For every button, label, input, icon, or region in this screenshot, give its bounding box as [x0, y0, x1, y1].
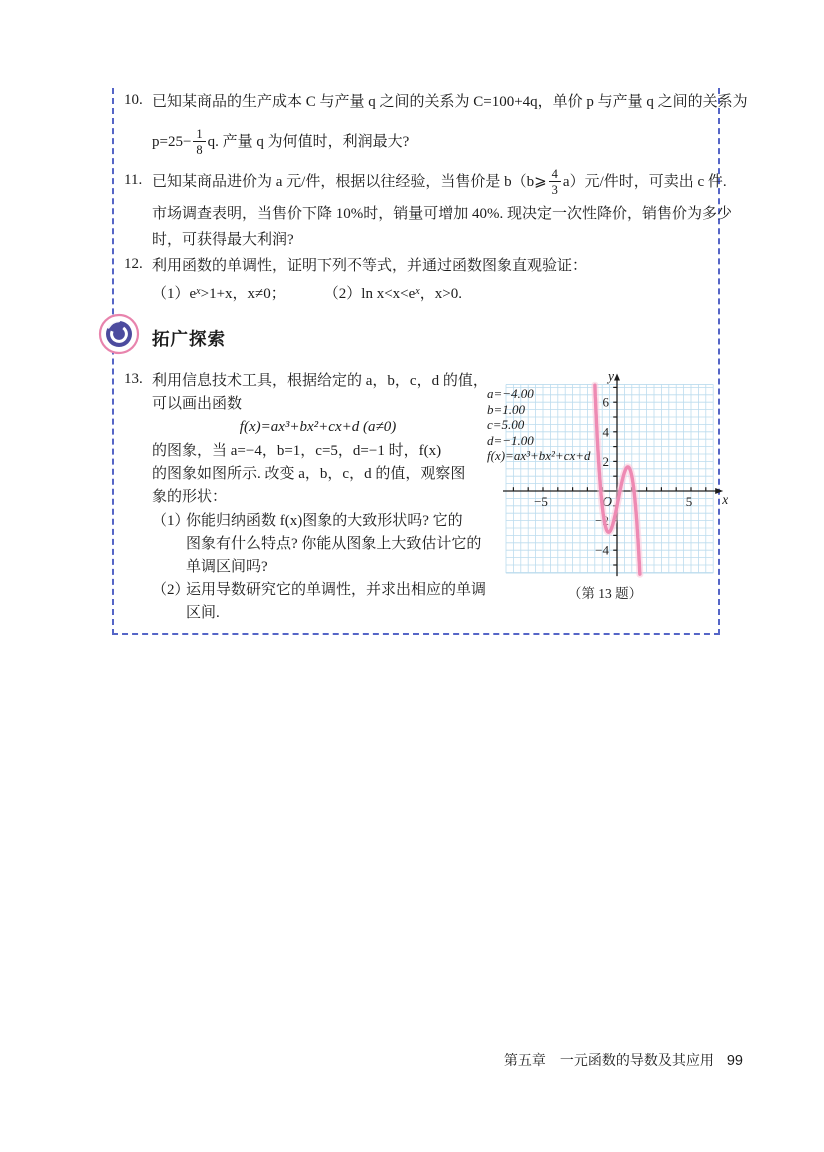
svg-text:y: y — [608, 370, 614, 384]
problem-12-line-2 — [152, 282, 462, 304]
spiral-compass-icon — [96, 313, 142, 359]
problem-10-line-1: 已知某商品的生产成本 C 与产量 q 之间的关系为 C=100+4q，单价 p 与产量 q 之间的关系为 — [152, 94, 748, 110]
p11-expr-pre: 已知某商品进价为 a 元/件，根据以往经验，当售价是 b（b⩾ — [152, 174, 547, 190]
section-title: 拓广探索 — [152, 329, 226, 349]
problem-13-number: 13. — [124, 371, 143, 387]
svg-text:−5: −5 — [534, 494, 548, 509]
p12-item2-exponent: x — [415, 286, 420, 297]
p11-fraction-numerator: 4 — [549, 167, 561, 182]
problem-13-sub1-line-1: 你能归纳函数 f(x)图象的大致形状吗? 它的 — [186, 513, 463, 529]
graph-caption: （第 13 题） — [567, 586, 643, 601]
footer-chapter-title: 第五章 一元函数的导数及其应用 — [503, 1054, 714, 1069]
param-b-label: b=1.00 — [487, 401, 526, 417]
problem-13-line-2: 可以画出函数 — [152, 396, 243, 412]
problem-13-line-4: 的图象，当 a=−4，b=1，c=5，d=−1 时，f(x) — [152, 443, 442, 459]
p11-fraction-denominator: 3 — [551, 183, 558, 197]
p11-fraction — [549, 167, 561, 198]
svg-text:6: 6 — [602, 394, 609, 410]
graph-parameter-labels — [487, 386, 591, 464]
problem-13-sub1-marker: （1） — [152, 513, 190, 529]
svg-text:2: 2 — [602, 453, 609, 469]
problem-13-sub1-line-2: 图象有什么特点? 你能从图象上大致估计它的 — [186, 536, 482, 552]
svg-text:x: x — [722, 492, 728, 507]
p10-expr-post: q. 产量 q 为何值时，利润最大? — [207, 134, 410, 150]
p12-item1-exponent: x — [196, 286, 201, 297]
problem-13-line-5: 的图象如图所示. 改变 a，b，c，d 的值，观察图 — [152, 466, 466, 482]
p10-expr-pre: p=25− — [152, 134, 192, 150]
problem-13-line-1: 利用信息技术工具，根据给定的 a，b，c，d 的值， — [152, 373, 488, 389]
function-graph — [482, 370, 732, 612]
p12-item2-post: ，x>0. — [419, 286, 462, 302]
problem-13-line-6: 象的形状： — [152, 489, 228, 505]
param-c-label: c=5.00 — [487, 417, 525, 433]
problem-13-sub1-line-3: 单调区间吗? — [186, 559, 268, 575]
explore-section-icon — [96, 313, 142, 359]
p12-item2-pre: （2）ln x<x<e — [323, 286, 416, 302]
p11-expr-post: a）元/件时，可卖出 c 件. — [562, 174, 727, 190]
problem-11-number: 11. — [124, 172, 143, 188]
param-a-label: a=−4.00 — [487, 386, 534, 401]
p12-item1-pre: （1）e — [152, 286, 197, 302]
p12-item1-post: >1+x，x≠0； — [200, 286, 286, 302]
problem-13-sub2-line-1: 运用导数研究它的单调性，并求出相应的单调 — [186, 582, 487, 598]
problem-11-line-2: 市场调查表明，当售价下降 10%时，销量可增加 40%. 现决定一次性降价，销售价为多少 — [152, 206, 732, 222]
svg-text:5: 5 — [685, 494, 693, 509]
problem-10-number: 10. — [124, 92, 143, 108]
problem-11-line-1 — [152, 162, 727, 202]
problem-13-formula: f(x)=ax³+bx²+cx+d (a≠0) — [239, 419, 397, 435]
svg-text:O: O — [602, 494, 612, 509]
param-d-label: d=−1.00 — [487, 432, 534, 448]
problem-13-sub2-marker: （2） — [152, 582, 190, 598]
problem-13-sub2-line-2: 区间. — [186, 605, 220, 621]
svg-text:−2: −2 — [595, 513, 609, 529]
p10-fraction-denominator: 8 — [196, 143, 203, 157]
page-footer — [504, 1050, 743, 1070]
problem-10-line-2 — [152, 122, 409, 162]
function-formula-label: f(x)=ax³+bx²+cx+d — [487, 448, 591, 464]
p10-fraction-numerator: 1 — [193, 127, 205, 142]
footer-page-number: 99 — [726, 1053, 743, 1069]
problem-12-number: 12. — [124, 256, 143, 272]
svg-text:4: 4 — [602, 424, 609, 440]
svg-text:−4: −4 — [595, 542, 609, 558]
problem-11-line-3: 时，可获得最大利润? — [152, 232, 294, 248]
problem-12-line-1: 利用函数的单调性，证明下列不等式，并通过函数图象直观验证： — [152, 258, 588, 274]
p10-fraction — [193, 127, 205, 158]
